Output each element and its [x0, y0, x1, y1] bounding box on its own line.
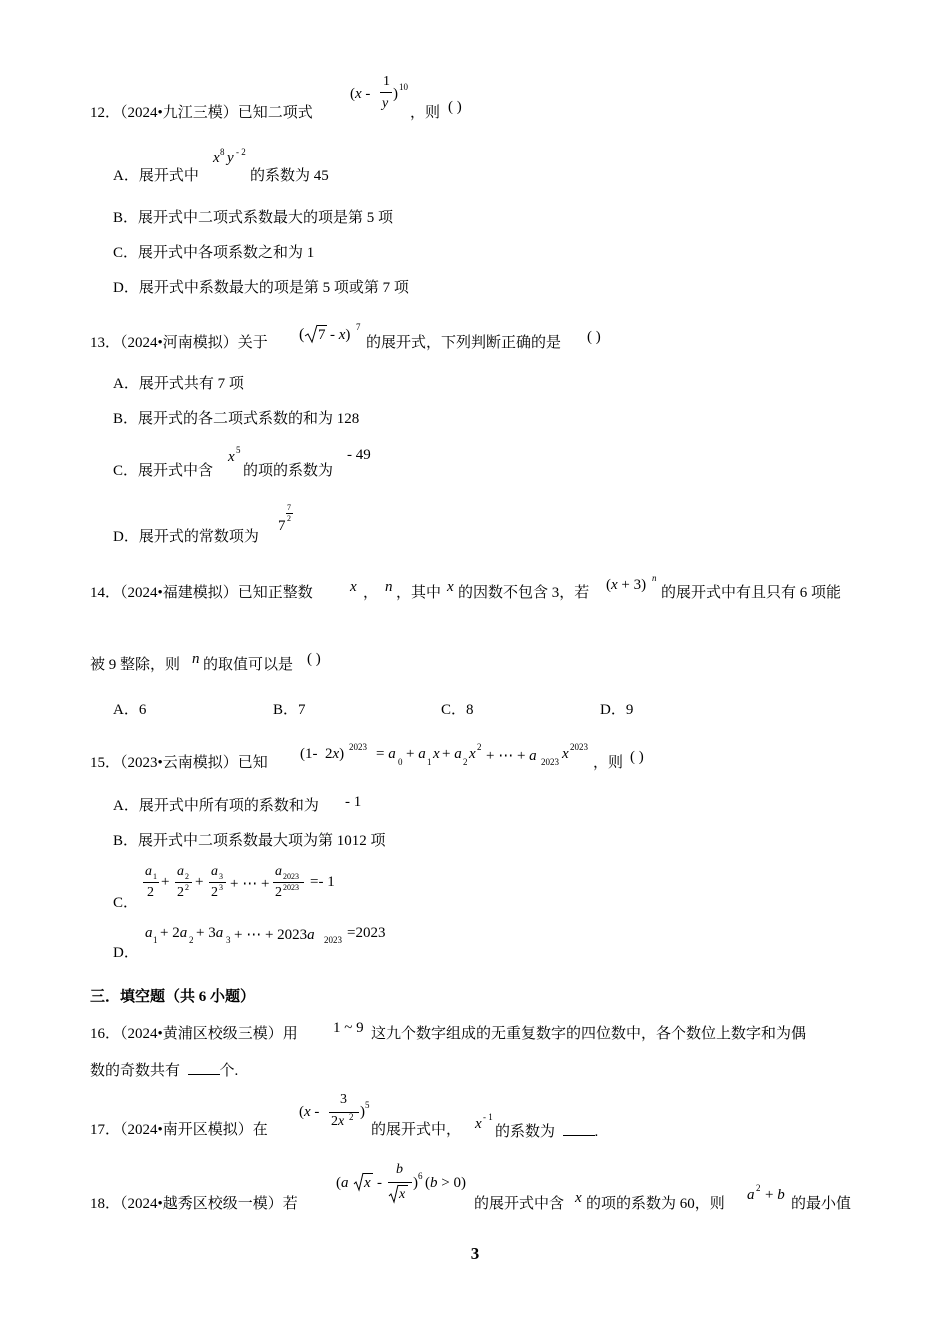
question-14-stem: 14．（2024•福建模拟）已知正整数 — [90, 585, 313, 601]
question-15-stem: 15．（2023•云南模拟）已知 — [90, 755, 268, 771]
option-b: B．展开式中二项式系数最大的项是第 5 项 — [113, 210, 394, 226]
question-15-tail: ，则 — [593, 755, 624, 771]
option-a-tail: 的系数为 45 — [250, 168, 329, 184]
option-a-value: - 1 — [345, 794, 362, 810]
math-x: x — [575, 1190, 582, 1206]
option-d: D． — [113, 945, 139, 961]
question-16-line2: 数的奇数共有 个. — [90, 1060, 238, 1080]
math-x: x — [447, 579, 454, 595]
answer-bracket: ( ) — [630, 749, 644, 765]
option-a: A．6 — [113, 702, 147, 718]
question-12-stem: 12．（2024•九江三模）已知二项式 — [90, 105, 313, 121]
question-14-line2: 被 9 整除，则 — [90, 657, 181, 673]
page-number: 3 — [470, 1244, 480, 1263]
option-c-value: - 49 — [347, 447, 371, 463]
question-18-mid: 的展开式中含 — [474, 1196, 565, 1212]
section-heading: 三．填空题（共 6 小题） — [90, 989, 256, 1005]
question-16-tail: 这九个数字组成的无重复数字的四位数中，各个数位上数字和为偶 — [371, 1026, 807, 1042]
option-a: A．展开式中所有项的系数和为 — [113, 798, 319, 814]
question-13-stem: 13．（2024•河南模拟）关于 — [90, 335, 268, 351]
question-17-stem: 17．（2024•南开区模拟）在 — [90, 1122, 268, 1138]
math-n: n — [385, 579, 393, 595]
option-c: C．展开式中含 — [113, 463, 214, 479]
answer-blank[interactable] — [188, 1060, 220, 1075]
math-n: n — [192, 651, 200, 667]
option-a: A．展开式共有 7 项 — [113, 376, 244, 392]
question-14-tail: 的展开式中有且只有 6 项能 — [661, 585, 842, 601]
option-a: A．展开式中 — [113, 168, 199, 184]
answer-bracket: ( ) — [448, 99, 462, 115]
option-d: D．展开式中系数最大的项是第 5 项或第 7 项 — [113, 280, 409, 296]
question-17-tail: 的系数为 . — [495, 1121, 598, 1141]
question-17-mid: 的展开式中， — [371, 1122, 462, 1138]
option-b: B．7 — [273, 702, 306, 718]
option-d: D．9 — [600, 702, 634, 718]
option-b: B．展开式中二项系数最大项为第 1012 项 — [113, 833, 386, 849]
question-16-stem: 16．（2024•黄浦区校级三模）用 — [90, 1026, 298, 1042]
answer-blank[interactable] — [563, 1121, 595, 1136]
option-c: C．展开式中各项系数之和为 1 — [113, 245, 315, 261]
answer-bracket: ( ) — [587, 329, 601, 345]
option-c: C．8 — [441, 702, 474, 718]
answer-bracket: ( ) — [307, 651, 321, 667]
option-c-tail: 的项的系数为 — [243, 463, 334, 479]
option-c: C． — [113, 895, 139, 911]
option-b: B．展开式的各二项式系数的和为 128 — [113, 411, 360, 427]
option-d: D．展开式的常数项为 — [113, 529, 259, 545]
math-range: 1 ~ 9 — [333, 1020, 364, 1036]
question-18-stem: 18．（2024•越秀区校级一模）若 — [90, 1196, 298, 1212]
math-x: x — [350, 579, 357, 595]
question-18-tail: 的最小值 — [791, 1196, 852, 1212]
question-13-tail: 的展开式，下列判断正确的是 — [366, 335, 562, 351]
question-12-tail: ，则 — [410, 105, 441, 121]
